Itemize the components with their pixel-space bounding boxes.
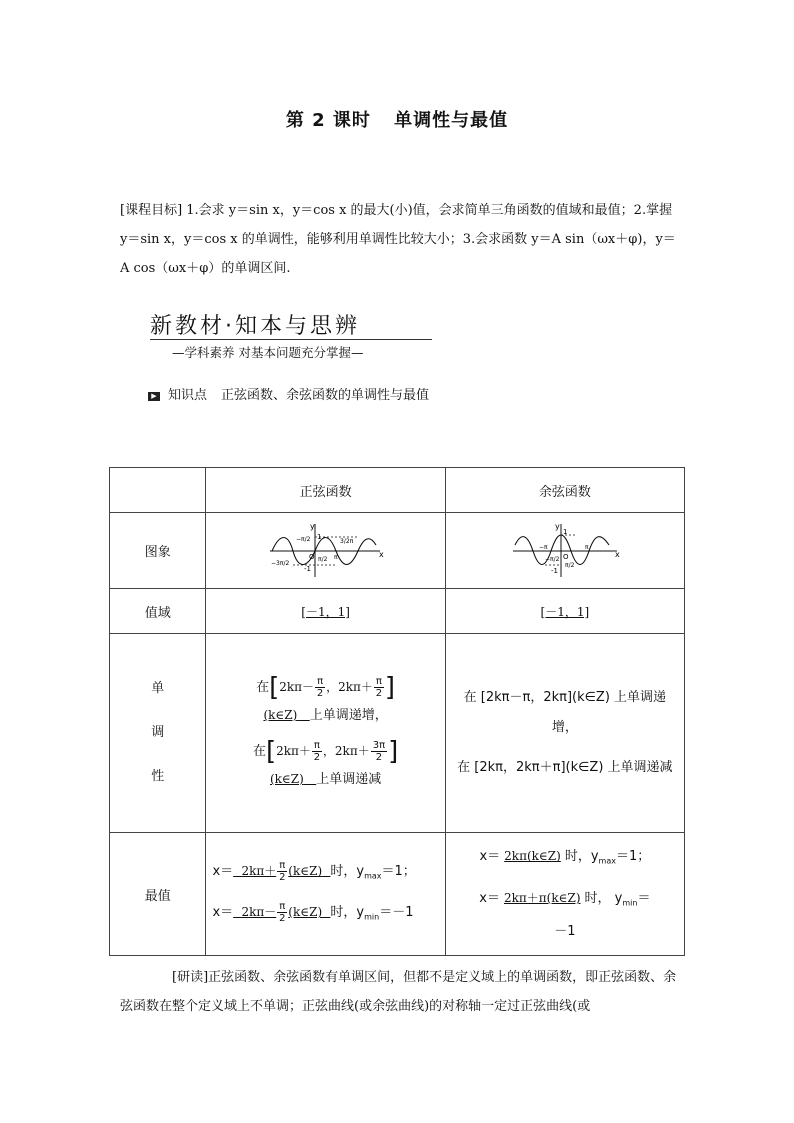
sin-inc-frac-b: $\frac{\pi}{2}$ bbox=[375, 676, 383, 699]
cos-range-value: [－1，1] bbox=[540, 604, 590, 619]
sin-max-a: 2kπ＋ bbox=[241, 864, 277, 879]
sin-inc-lbracket: [ bbox=[269, 672, 280, 703]
cos-max-sub: max bbox=[598, 857, 616, 866]
cos-monotonic bbox=[445, 634, 684, 833]
sin-dec-tail: 上单调递减 bbox=[316, 772, 382, 787]
sin-inc-a: 2kπ－ bbox=[279, 680, 315, 694]
mono-label-3: 性 bbox=[151, 769, 165, 784]
sin-inc-frac-a: $\frac{\pi}{2}$ bbox=[316, 676, 324, 699]
lesson-number: 第 2 课时 bbox=[285, 110, 371, 131]
sin-max-sub: max bbox=[364, 872, 382, 881]
cos-tick-b: π/2 bbox=[564, 561, 575, 569]
knowledge-icon: ▶ bbox=[148, 392, 160, 401]
table-row-extreme bbox=[110, 833, 685, 956]
sin-tick-d: −3π/2 bbox=[270, 559, 289, 567]
table-header-row bbox=[110, 468, 685, 513]
lesson-topic: 单调性与最值 bbox=[394, 110, 509, 131]
cos-dec: 在 [2kπ，2kπ＋π](k∈Z) 上单调递减 bbox=[457, 760, 673, 775]
sin-neg-one-label: -1 bbox=[303, 564, 311, 573]
cos-max-tail: 时，y bbox=[564, 849, 599, 865]
extreme-label: 最值 bbox=[110, 833, 206, 956]
cos-min-val: ＝ bbox=[637, 891, 651, 906]
header-sin: 正弦函数 bbox=[206, 468, 445, 513]
sin-tick-c: 3/2π bbox=[339, 537, 353, 545]
sin-graph-cell bbox=[206, 513, 445, 589]
sin-min-a: 2kπ－ bbox=[241, 905, 277, 919]
table-row-range bbox=[110, 589, 685, 634]
study-note: [研读]正弦函数、余弦函数有单调区间，但都不是定义域上的单调函数，即正弦函数、余弦函数在整个定义域上不单调；正弦曲线(或余弦曲线)的对称轴一定过正弦曲线(或 bbox=[120, 970, 677, 1014]
sin-y-label: y bbox=[309, 521, 315, 531]
cos-range bbox=[445, 589, 684, 634]
page-title bbox=[0, 106, 794, 132]
sin-inc-post: (k∈Z) bbox=[263, 708, 298, 722]
cos-extreme bbox=[445, 833, 684, 956]
cos-x-label: x bbox=[614, 549, 620, 559]
knowledge-text: 正弦函数、余弦函数的单调性与最值 bbox=[221, 388, 430, 403]
cos-origin-label: O bbox=[562, 552, 569, 561]
cos-max-val: ＝1； bbox=[615, 849, 651, 865]
sin-tick-b: −π/2 bbox=[295, 535, 311, 543]
sin-min-frac: $\frac{\pi}{2}$ bbox=[279, 901, 286, 924]
cos-min-fill: 2kπ＋π(k∈Z) bbox=[503, 891, 581, 905]
sin-max-val: ＝1； bbox=[381, 864, 416, 880]
graph-label: 图象 bbox=[110, 513, 206, 589]
sin-inc-rbracket: ] bbox=[384, 672, 396, 703]
sin-max-post: (k∈Z) bbox=[288, 864, 323, 879]
knowledge-point bbox=[148, 384, 429, 403]
cos-min-val2: －1 bbox=[554, 923, 576, 939]
cos-curve bbox=[515, 535, 609, 565]
cos-graph-cell bbox=[445, 513, 684, 589]
sin-dec-b: ，2kπ＋ bbox=[322, 744, 370, 758]
cos-max-pre: x＝ bbox=[479, 849, 501, 865]
cos-tick-a: −π bbox=[538, 543, 548, 551]
sin-dec-a: 2kπ＋ bbox=[276, 744, 311, 758]
sin-max-frac: $\frac{\pi}{2}$ bbox=[279, 860, 286, 884]
sin-dec-rbracket: ] bbox=[388, 736, 399, 767]
sin-inc-pre: 在 bbox=[256, 680, 270, 695]
sin-extreme bbox=[206, 833, 445, 956]
sin-dec-lbracket: [ bbox=[265, 736, 277, 767]
sin-min-tail: 时，y bbox=[330, 905, 365, 920]
sin-range bbox=[206, 589, 445, 634]
banner-divider bbox=[150, 339, 432, 340]
cos-one-label: 1 bbox=[562, 527, 568, 536]
cos-min-tail: 时， y bbox=[584, 891, 623, 906]
mono-label-2: 调 bbox=[151, 725, 165, 740]
sin-monotonic bbox=[206, 634, 445, 833]
sin-dec-post: (k∈Z) bbox=[269, 772, 304, 786]
course-goal: [课程目标] 1.会求 y＝sin x，y＝cos x 的最大(小)值，会求简单三角函数的值域和最值；2.掌握 y＝sin x，y＝cos x 的单调性，能够利用单调性比较大小；3.会求函数 y＝A sin（ωx＋φ)，y＝A cos（ωx＋φ）的单调区间. bbox=[120, 203, 676, 276]
sin-inc-tail: 上单调递增， bbox=[309, 708, 388, 723]
sin-tick-a: π/2 bbox=[317, 555, 328, 563]
sin-range-value: [－1，1] bbox=[301, 604, 350, 619]
mono-label-1: 单 bbox=[151, 681, 165, 696]
sin-origin-label: O bbox=[308, 552, 315, 561]
cos-graph bbox=[505, 521, 625, 581]
table-row-monotonic bbox=[110, 634, 685, 833]
cos-max-fill: 2kπ(k∈Z) bbox=[504, 849, 561, 864]
knowledge-label: 知识点 bbox=[168, 388, 208, 403]
sin-min-pre: x＝ bbox=[212, 905, 234, 920]
sin-min-val: ＝－1 bbox=[379, 905, 414, 920]
sin-tick-pi: π bbox=[333, 553, 338, 561]
section-subtitle: —学科素养 对基本问题充分掌握— bbox=[172, 345, 364, 360]
cos-neg-one-label: -1 bbox=[550, 566, 558, 575]
sin-min-post: (k∈Z) bbox=[288, 905, 323, 919]
sin-dec-pre: 在 bbox=[252, 744, 266, 759]
cos-y-label: y bbox=[554, 521, 560, 531]
cos-min-sub: min bbox=[622, 898, 638, 908]
sin-graph bbox=[266, 521, 386, 581]
range-label: 值域 bbox=[110, 589, 206, 634]
sin-inc-b: ，2kπ＋ bbox=[326, 680, 373, 694]
table-row-graph bbox=[110, 513, 685, 589]
cos-tick-d: −π/2 bbox=[544, 555, 560, 563]
sin-max-pre: x＝ bbox=[212, 864, 234, 880]
header-empty bbox=[110, 468, 206, 513]
cos-min-pre: x＝ bbox=[479, 891, 500, 906]
sin-one-label: 1 bbox=[316, 532, 322, 541]
cos-inc: 在 [2kπ－π，2kπ](k∈Z) 上单调递增， bbox=[463, 690, 667, 735]
mono-label bbox=[110, 634, 206, 833]
sin-min-sub: min bbox=[364, 912, 380, 922]
header-cos: 余弦函数 bbox=[445, 468, 684, 513]
sin-max-tail: 时，y bbox=[330, 864, 365, 880]
sin-x-label: x bbox=[378, 549, 384, 559]
comparison-table bbox=[109, 467, 685, 956]
cos-tick-c: π bbox=[584, 543, 589, 551]
sin-dec-frac-a: $\frac{\pi}{2}$ bbox=[313, 740, 321, 763]
section-banner: 新教材·知本与思辨 bbox=[150, 314, 360, 339]
sin-dec-frac-b: $\frac{3\pi}{2}$ bbox=[372, 740, 386, 763]
